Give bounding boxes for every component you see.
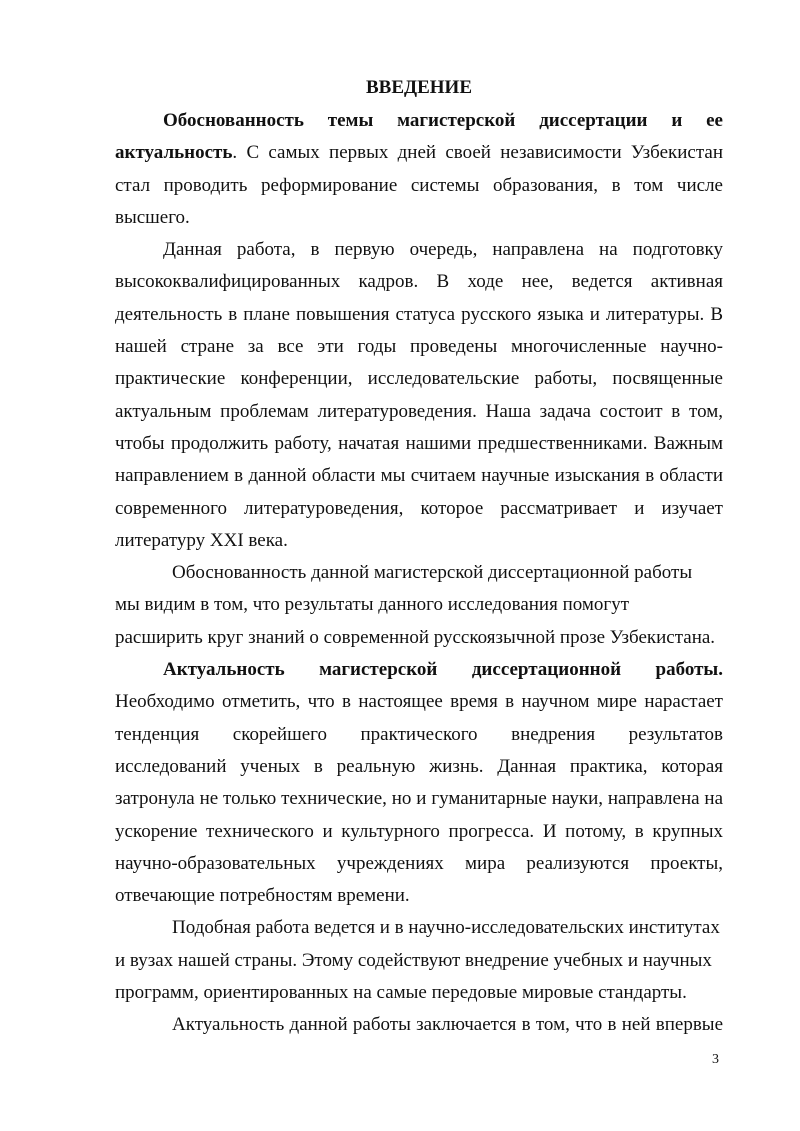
page-number: 3 [712,1052,719,1067]
paragraph-relevance [115,654,723,912]
paragraph-text: Актуальность данной работы заключается в том, что в ней впервые [172,1014,723,1036]
paragraph-work-goals [115,234,723,557]
paragraph-text: Данная работа, в первую очередь, направлена на подготовку высококвалифицированных кадров. В ходе нее, ведется активная деятельность в плане повышения статуса русского языка и литературы. В нашей стране за все эти годы проведены многочисленные научно-практические конференции, исследовательские работы, посвященные актуальным проблемам литературоведения. Наша задача состоит в том, чтобы продолжить работу, начатая нашими предшественниками. Важным направлением в данной области мы считаем научные изыскания в области современного литературоведения, которое рассматривает и изучает литературу XXI века. [115,239,723,551]
paragraph-text: Подобная работа ведется и в научно-исследовательских институтах и вузах нашей страны. Этому содействуют внедрение учебных и научных программ, ориентированных на самые передовые мировые стандарты. [115,917,720,1004]
paragraph-work-relevance [115,1009,723,1041]
paragraph-text: Необходимо отметить, что в настоящее время в научном мире нарастает тенденция скорейшего практического внедрения результатов исследований ученых в реальную жизнь. Данная практика, которая затронула не только технические, но и гуманитарные науки, направлена на ускорение технического и культурного прогресса. И потому, в крупных научно-образовательных учреждениях мира реализуются проекты, отвечающие потребностям времени. [115,691,723,907]
page-title: ВВЕДЕНИЕ [366,77,472,98]
paragraph-research-justification [115,557,717,654]
paragraph-justification [115,105,723,234]
paragraph-lead-justification: Обоснованность темы магистерской диссертации и ее актуальность [115,110,723,164]
paragraph-text: Обоснованность данной магистерской диссертационной работы мы видим в том, что результаты данного исследования помогут расширить круг знаний о современной русскоязычной прозе Узбекистана. [115,562,716,648]
paragraph-lead-relevance: Актуальность магистерской диссертационной работы. [163,659,723,681]
page-content [115,74,723,1042]
paragraph-national-work [115,912,725,1009]
paragraph-text: . С самых первых дней своей независимости Узбекистан стал проводить реформирование системы образования, в том числе высшего. [115,142,723,228]
